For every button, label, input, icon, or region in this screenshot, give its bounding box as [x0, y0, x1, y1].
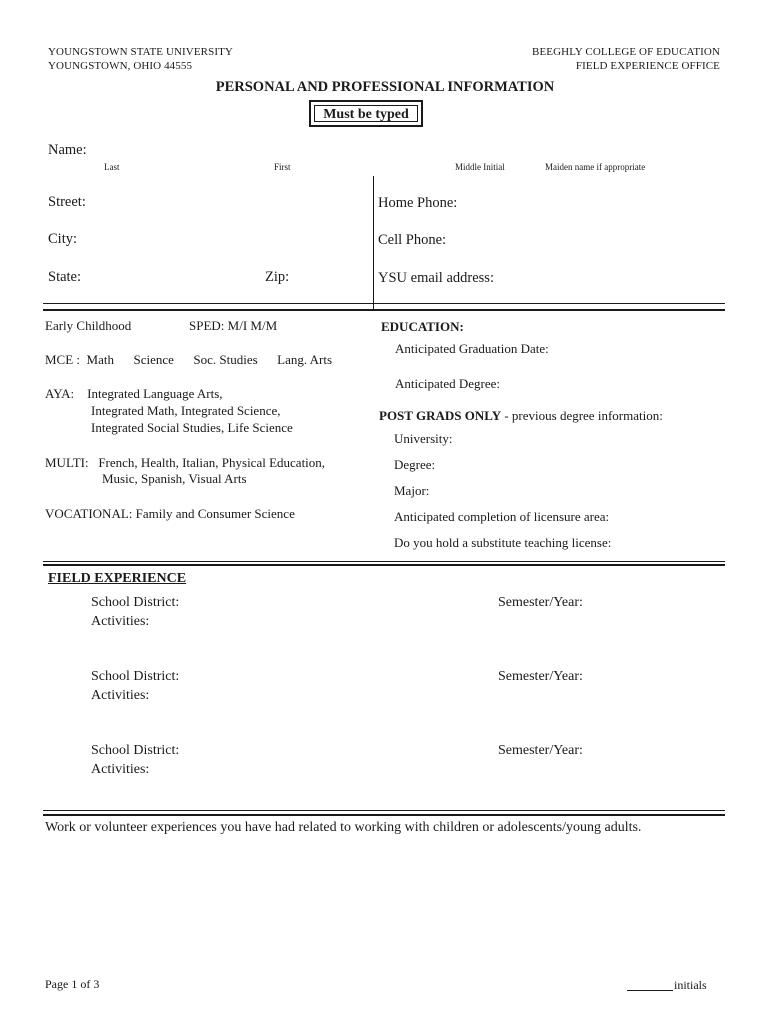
major-label: Major:: [394, 483, 430, 498]
graduation-date-label: Anticipated Graduation Date:: [395, 341, 549, 356]
volunteer-divider-bottom: [43, 814, 725, 816]
aya-options-line2: Integrated Math, Integrated Science,: [91, 403, 281, 418]
personal-divider: [373, 176, 374, 311]
school-district-label-3: School District:: [91, 743, 180, 758]
field-divider-bottom: [43, 564, 725, 566]
multi-options-line1: MULTI: French, Health, Italian, Physical Education,: [45, 455, 326, 470]
school-district-label-2: School District:: [91, 669, 180, 684]
street-label: Street:: [48, 194, 86, 210]
first-name-sublabel: First: [274, 162, 291, 172]
page-number: Page 1 of 3: [45, 977, 100, 991]
section-divider-top: [43, 303, 725, 304]
state-label: State:: [48, 269, 82, 285]
multi-options-line2: Music, Spanish, Visual Arts: [102, 471, 247, 486]
activities-label-3: Activities:: [91, 762, 150, 777]
post-grads-rest: - previous degree information:: [501, 408, 663, 423]
section-divider-bottom: [43, 309, 725, 311]
school-district-label-1: School District:: [91, 595, 180, 610]
field-experience-heading: FIELD EXPERIENCE: [48, 571, 187, 586]
education-heading: EDUCATION:: [381, 319, 464, 334]
prev-degree-label: Degree:: [394, 457, 436, 472]
activities-label-2: Activities:: [91, 688, 150, 703]
cell-phone-label: Cell Phone:: [378, 232, 447, 248]
volunteer-divider-top: [43, 810, 725, 811]
university-label: University:: [394, 431, 453, 446]
city-label: City:: [48, 231, 78, 247]
field-divider-top: [43, 561, 725, 562]
must-be-typed-label: Must be typed: [314, 105, 418, 122]
semester-year-label-3: Semester/Year:: [498, 743, 583, 758]
initials-label: initials: [674, 978, 707, 992]
post-grads-bold: POST GRADS ONLY: [379, 408, 502, 423]
zip-label: Zip:: [265, 269, 290, 285]
middle-initial-sublabel: Middle Initial: [455, 162, 505, 172]
semester-year-label-1: Semester/Year:: [498, 595, 583, 610]
initials-line: [627, 990, 673, 991]
aya-options-line1: AYA: Integrated Language Arts,: [45, 386, 223, 401]
must-be-typed-box: [309, 100, 423, 127]
name-label: Name:: [48, 142, 87, 158]
semester-year-label-2: Semester/Year:: [498, 669, 583, 684]
college-name: BEEGHLY COLLEGE OF EDUCATION: [532, 46, 720, 58]
vocational-option: VOCATIONAL: Family and Consumer Science: [45, 506, 295, 521]
page-title: PERSONAL AND PROFESSIONAL INFORMATION: [215, 79, 555, 95]
maiden-name-sublabel: Maiden name if appropriate: [545, 162, 646, 172]
office-name: FIELD EXPERIENCE OFFICE: [575, 60, 720, 72]
post-grads-line: [379, 408, 663, 424]
university-name: YOUNGSTOWN STATE UNIVERSITY: [48, 46, 233, 58]
early-childhood-option: Early Childhood: [45, 318, 132, 333]
ysu-email-label: YSU email address:: [378, 270, 494, 286]
university-address: YOUNGSTOWN, OHIO 44555: [48, 60, 193, 72]
activities-label-1: Activities:: [91, 614, 150, 629]
last-name-sublabel: Last: [104, 162, 120, 172]
mce-options: MCE : Math Science Soc. Studies Lang. Arts: [45, 352, 333, 367]
licensure-label: Anticipated completion of licensure area:: [394, 509, 610, 524]
home-phone-label: Home Phone:: [378, 195, 458, 211]
substitute-license-label: Do you hold a substitute teaching license:: [394, 535, 612, 550]
aya-options-line3: Integrated Social Studies, Life Science: [91, 420, 293, 435]
volunteer-prompt: Work or volunteer experiences you have had related to working with children or adolescents/young adults.: [45, 820, 642, 835]
anticipated-degree-label: Anticipated Degree:: [395, 376, 501, 391]
sped-option: SPED: M/I M/M: [189, 318, 278, 333]
